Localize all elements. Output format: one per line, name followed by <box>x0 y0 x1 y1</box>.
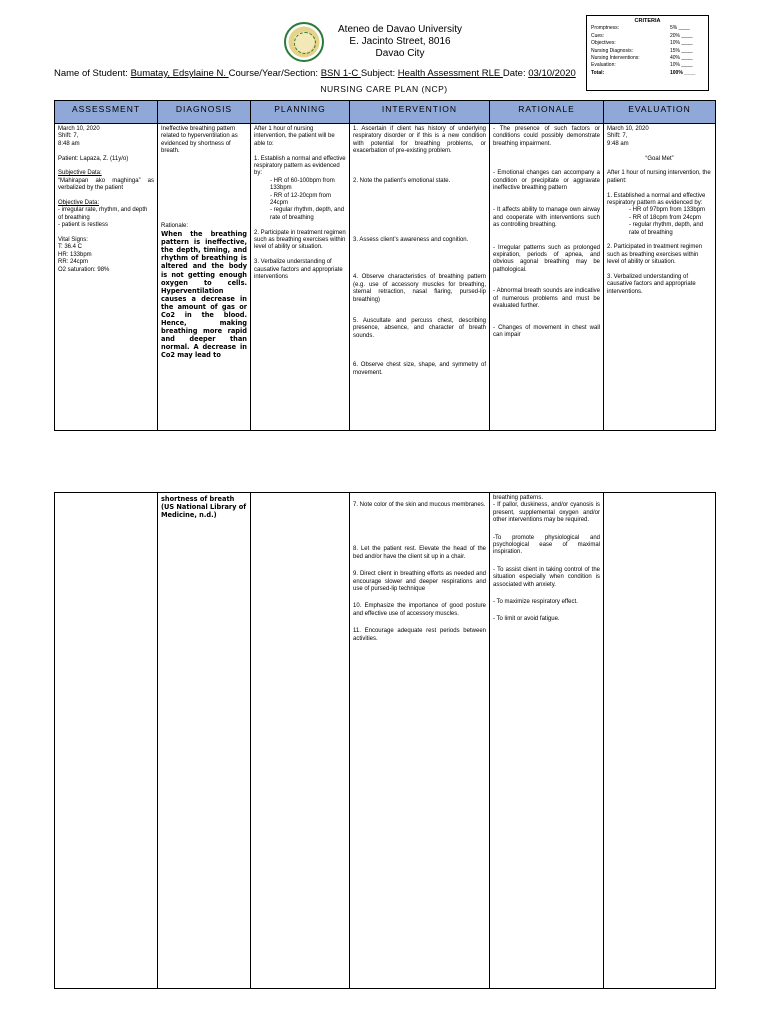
student-info-line <box>54 68 714 79</box>
rationale-item: - To limit or avoid fatigue. <box>493 616 560 623</box>
criteria-title: CRITERIA <box>634 18 661 24</box>
objective-item: - patient is restless <box>58 222 109 229</box>
intervention-item: 8. Let the patient rest. Elevate the head of the bed and/or have the client sit up in a chair. <box>353 546 486 560</box>
intervention-item: 3. Assess client’s awareness and cognition. <box>353 237 469 244</box>
page-title: NURSING CARE PLAN (NCP) <box>320 84 448 94</box>
intervention-item: 7. Note color of the skin and mucous membranes. <box>353 502 486 508</box>
rationale-item: - Emotional changes can accompany a condition or precipitate or aggravate ineffective breathing pattern <box>493 170 600 192</box>
rationale-item: - Abnormal breath sounds are indicative of numerous problems and must be evaluated further. <box>493 288 600 310</box>
intervention-item: 5. Auscultate and percuss chest, describing presence, absence, and character of breath sounds. <box>353 318 486 339</box>
criteria-value: 40% ____ <box>670 55 693 62</box>
rationale-item: - Irregular patterns such as prolonged expiration, periods of apnea, and obvious agonal breathing may be pathological. <box>493 244 600 273</box>
subject-value: Health Assessment RLE <box>397 68 503 79</box>
rationale-item: - It affects ability to manage own airway and cooperate with interventions such as controlling breathing. <box>493 207 600 229</box>
col-rationale: RATIONALE <box>490 101 604 124</box>
assessment-patient: Patient: Lapaza, Z. (11y/o) <box>58 155 129 162</box>
ncp-table-page-1 <box>54 100 716 431</box>
university-header <box>330 24 530 60</box>
rationale-item: - To assist client in taking control of the situation especially when condition is associated with anxiety. <box>493 566 600 588</box>
evaluation-cell <box>604 124 716 431</box>
evaluation-item: 2. Participated in treatment regimen such as breathing exercises within level of ability or situation. <box>607 244 703 266</box>
diagnosis-cell-continued <box>158 493 251 989</box>
course-label: Course/Year/Section: <box>228 68 321 79</box>
criteria-value: 5% ____ <box>670 25 690 32</box>
criteria-row <box>591 25 704 32</box>
col-planning: PLANNING <box>251 101 350 124</box>
criteria-value: 10% ____ <box>670 40 693 47</box>
evaluation-subitem: - regular rhythm, depth, and rate of breathing <box>629 222 704 236</box>
evaluation-intro: After 1 hour of nursing intervention, the patient: <box>607 170 711 184</box>
intervention-item: 6. Observe chest size, shape, and symmetry of movement. <box>353 362 486 376</box>
rationale-item: -To promote physiological and psychological ease of maximal inspiration. <box>493 534 600 556</box>
rationale-item: - To maximize respiratory effect. <box>493 599 578 606</box>
criteria-label: Nursing Diagnosis: <box>591 47 633 54</box>
planning-item: 2. Participate in treatment regimen such as breathing exercises within level of ability or situation. <box>254 229 346 251</box>
intervention-item: 4. Observe characteristics of breathing pattern (e.g. use of accessory muscles for breathing, sternal retraction, nasal flaring, pursed-lip breathing) <box>353 274 486 303</box>
subject-label: Subject: <box>360 68 398 79</box>
col-assessment: ASSESSMENT <box>55 101 158 124</box>
rationale-cell <box>490 124 604 431</box>
table-header-row <box>55 101 716 124</box>
col-intervention: INTERVENTION <box>350 101 490 124</box>
assessment-cell <box>55 124 158 431</box>
subjective-label: Subjective Data: <box>58 170 102 177</box>
planning-subitem: - RR of 12-20cpm from 24cpm <box>270 192 332 207</box>
university-seal-icon <box>284 22 324 62</box>
vital-signs-label: Vital Signs: <box>58 237 88 244</box>
criteria-label: Cues: <box>591 32 605 39</box>
planning-subitem: - HR of 60-100bpm from 133bpm <box>270 177 335 192</box>
university-name: Ateneo de Davao University <box>338 24 462 35</box>
vital-sign: T: 36.4 C <box>58 244 83 251</box>
planning-cell <box>251 124 350 431</box>
planning-item: 3. Verbalize understanding of causative factors and appropriate interventions <box>254 259 343 281</box>
evaluation-date: March 10, 2020 <box>607 126 649 132</box>
criteria-value: 15% ____ <box>670 47 693 54</box>
intervention-item: 9. Direct client in breathing efforts as needed and encourage slower and deeper respirations and use of pursed-lip technique <box>353 571 486 593</box>
criteria-label: Total: <box>591 69 605 76</box>
table-row <box>55 493 716 989</box>
course-value: BSN 1-C <box>320 68 361 79</box>
planning-subitem: - regular rhythm, depth, and rate of breathing <box>270 207 345 221</box>
diagnosis-cell <box>158 124 251 431</box>
col-evaluation: EVALUATION <box>604 101 716 124</box>
evaluation-item: 3. Verbalized understanding of causative factors and appropriate interventions. <box>607 274 696 295</box>
rationale-item: - The presence of such factors or conditions could possibly demonstrate breathing impairment. <box>493 126 600 147</box>
table-row <box>55 124 716 431</box>
criteria-box <box>586 15 709 91</box>
vital-sign: RR: 24cpm <box>58 259 89 266</box>
evaluation-time: 9:48 am <box>607 140 629 147</box>
criteria-row <box>591 40 704 47</box>
university-city: Davao City <box>375 48 425 59</box>
name-label: Name of Student: <box>54 68 131 79</box>
evaluation-cell-continued <box>604 493 716 989</box>
planning-cell-continued <box>251 493 350 989</box>
vital-sign: O2 saturation: 98% <box>58 266 110 273</box>
diagnosis-rationale-label: Rationale: <box>161 222 189 229</box>
planning-item: 1. Establish a normal and effective respiratory pattern as evidenced by: <box>254 155 346 177</box>
criteria-label: Promptness: <box>591 25 620 32</box>
rationale-cell-continued <box>490 493 604 989</box>
date-value: 03/10/2020 <box>528 68 576 79</box>
assessment-cell-continued <box>55 493 158 989</box>
intervention-item: 10. Emphasize the importance of good posture and effective use of accessory muscles. <box>353 603 486 617</box>
rationale-item: - If pallor, duskiness, and/or cyanosis is present, supplemental oxygen and/or other interventions may be required. <box>493 502 600 524</box>
criteria-value: 100% ____ <box>670 69 696 76</box>
intervention-item: 1. Ascertain if client has history of underlying respiratory disorder or if this is a new condition with potential for breathing problems, or exacerbation of pre-existing problem. <box>353 126 486 155</box>
date-label: Date: <box>502 68 529 79</box>
assessment-time: 8:48 am <box>58 140 80 147</box>
criteria-label: Objectives: <box>591 40 616 47</box>
evaluation-subitem: - HR of 97bpm from 133bpm <box>629 207 706 214</box>
planning-intro: After 1 hour of nursing intervention, the patient will be able to: <box>254 126 335 147</box>
intervention-item: 2. Note the patient’s emotional state. <box>353 177 451 184</box>
assessment-shift: Shift: 7, <box>58 133 79 140</box>
rationale-item: breathing patterns. <box>493 495 544 501</box>
criteria-value: 20% ____ <box>670 32 693 39</box>
evaluation-item: 1. Established a normal and effective respiratory pattern as evidenced by: <box>607 192 706 207</box>
evaluation-subitem: - RR of 18cpm from 24cpm <box>629 214 702 221</box>
criteria-value: 10% ____ <box>670 62 693 69</box>
criteria-row <box>591 33 704 40</box>
university-street: E. Jacinto Street, 8016 <box>349 36 451 47</box>
criteria-row <box>591 48 704 55</box>
intervention-cell <box>350 124 490 431</box>
intervention-item: 11. Encourage adequate rest periods between activities. <box>353 628 486 642</box>
ncp-table-page-2 <box>54 492 716 989</box>
objective-item: - irregular rate, rhythm, and depth of breathing <box>58 207 148 221</box>
rationale-item: - Changes of movement in chest wall can impair <box>493 324 600 338</box>
diagnosis-text: Ineffective breathing pattern related to hyperventilation as evidenced by shortness of breath. <box>161 126 238 155</box>
evaluation-goal: “Goal Met” <box>645 155 674 162</box>
assessment-date: March 10, 2020 <box>58 126 100 132</box>
evaluation-shift: Shift: 7, <box>607 133 628 140</box>
diagnosis-rationale-continued: shortness of breath (US National Library of Medicine, n.d.) <box>161 495 247 520</box>
col-diagnosis: DIAGNOSIS <box>158 101 251 124</box>
criteria-label: Evaluation: <box>591 62 616 69</box>
vital-sign: HR: 133bpm <box>58 251 92 258</box>
objective-label: Objective Data: <box>58 200 100 207</box>
student-name: Bumatay, Edsylaine N. <box>130 68 229 79</box>
diagnosis-rationale-text: When the breathing pattern is ineffective, the depth, timing, and rhythm of breathing is altered and the body is not getting enough oxygen to cells. Hyperventilation causes a decrease in the amount of gas or Co2 in the blood. Hence, making breathing more rapid and deeper than normal. A decrease in Co2 may lead to <box>161 230 247 360</box>
subjective-text: “Mahirapan ako maghinga” as verbalized by the patient <box>58 177 154 192</box>
criteria-row <box>591 55 704 62</box>
intervention-cell-continued <box>350 493 490 989</box>
criteria-label: Nursing Interventions: <box>591 55 640 62</box>
